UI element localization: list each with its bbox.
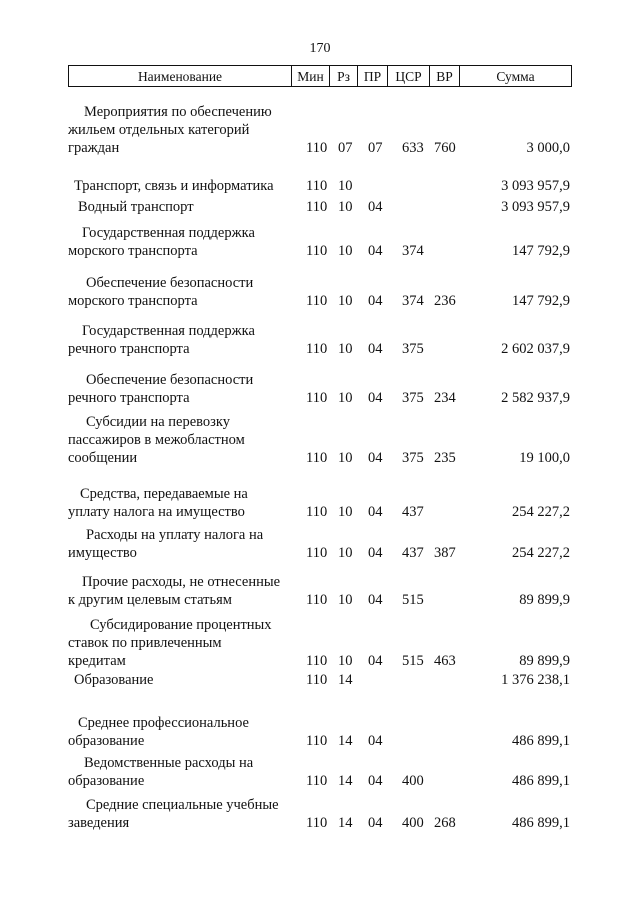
cell-csr: 375	[402, 390, 424, 406]
table-row	[0, 371, 640, 407]
row-name-line: морского транспорта	[68, 243, 198, 259]
cell-pr: 04	[368, 243, 383, 259]
cell-vr: 236	[434, 293, 456, 309]
table-row	[0, 754, 640, 790]
cell-csr: 374	[402, 243, 424, 259]
cell-rz: 14	[338, 672, 353, 688]
row-name-line: Обеспечение безопасности	[86, 372, 254, 388]
table-row	[0, 573, 640, 609]
cell-rz: 14	[338, 773, 353, 789]
row-name-line: к другим целевым статьям	[68, 592, 232, 608]
table-row	[0, 103, 640, 157]
header-name: Наименование	[137, 69, 223, 84]
cell-min: 110	[306, 140, 328, 156]
cell-pr: 04	[368, 592, 383, 608]
cell-rz: 10	[338, 178, 353, 194]
row-name-line: Образование	[74, 672, 154, 688]
cell-vr: 268	[434, 815, 456, 831]
table-row	[0, 616, 640, 670]
row-name-line: кредитам	[68, 653, 126, 669]
row-name-line: Транспорт, связь и информатика	[74, 178, 274, 194]
row-name-line: Водный транспорт	[78, 199, 194, 215]
cell-csr: 437	[402, 504, 424, 520]
row-name-line: речного транспорта	[68, 341, 190, 357]
cell-min: 110	[306, 504, 328, 520]
row-name-line: уплату налога на имущество	[68, 504, 245, 520]
row-name-line: Средние специальные учебные	[86, 797, 279, 813]
cell-rz: 10	[338, 293, 353, 309]
table-row	[0, 177, 640, 195]
cell-sum: 89 899,9	[519, 653, 570, 669]
cell-csr: 375	[402, 341, 424, 357]
row-name-line: Мероприятия по обеспечению	[84, 104, 272, 120]
row-name-line: Средства, передаваемые на	[80, 486, 248, 502]
header-csr: ЦСР	[387, 66, 429, 86]
row-name-line: образование	[68, 773, 145, 789]
cell-min: 110	[306, 815, 328, 831]
cell-sum: 486 899,1	[512, 773, 570, 789]
cell-pr: 04	[368, 815, 383, 831]
cell-rz: 14	[338, 815, 353, 831]
cell-min: 110	[306, 199, 328, 215]
cell-pr: 04	[368, 293, 383, 309]
cell-csr: 400	[402, 773, 424, 789]
cell-pr: 04	[368, 733, 383, 749]
cell-csr: 437	[402, 545, 424, 561]
cell-min: 110	[306, 592, 328, 608]
row-name-line: речного транспорта	[68, 390, 190, 406]
cell-sum: 147 792,9	[512, 243, 570, 259]
cell-min: 110	[306, 450, 328, 466]
row-name-line: жильем отдельных категорий	[68, 122, 250, 138]
cell-rz: 10	[338, 504, 353, 520]
cell-min: 110	[306, 293, 328, 309]
cell-min: 110	[306, 390, 328, 406]
table-row	[0, 413, 640, 467]
row-name-line: морского транспорта	[68, 293, 198, 309]
cell-sum: 254 227,2	[512, 545, 570, 561]
table-row	[0, 485, 640, 521]
cell-sum: 1 376 238,1	[501, 672, 570, 688]
cell-min: 110	[306, 341, 328, 357]
cell-min: 110	[306, 733, 328, 749]
header-min: Мин	[291, 66, 329, 86]
cell-sum: 486 899,1	[512, 733, 570, 749]
cell-rz: 10	[338, 199, 353, 215]
table-row	[0, 224, 640, 260]
cell-rz: 10	[338, 450, 353, 466]
cell-vr: 235	[434, 450, 456, 466]
cell-rz: 10	[338, 653, 353, 669]
table-row	[0, 198, 640, 216]
row-name-line: Государственная поддержка	[82, 225, 255, 241]
cell-csr: 375	[402, 450, 424, 466]
cell-pr: 04	[368, 199, 383, 215]
cell-sum: 3 093 957,9	[501, 178, 570, 194]
cell-pr: 04	[368, 653, 383, 669]
table-row	[0, 796, 640, 832]
cell-rz: 10	[338, 243, 353, 259]
row-name-line: граждан	[68, 140, 120, 156]
cell-sum: 2 582 937,9	[501, 390, 570, 406]
row-name-line: пассажиров в межобластном	[68, 432, 245, 448]
cell-vr: 760	[434, 140, 456, 156]
table-row	[0, 714, 640, 750]
header-rz: Рз	[329, 66, 357, 86]
cell-sum: 19 100,0	[519, 450, 570, 466]
row-name-line: Субсидии на перевозку	[86, 414, 230, 430]
cell-vr: 234	[434, 390, 456, 406]
table-header	[68, 65, 572, 87]
row-name-line: Ведомственные расходы на	[84, 755, 254, 771]
row-name-line: Обеспечение безопасности	[86, 275, 254, 291]
cell-min: 110	[306, 653, 328, 669]
cell-rz: 14	[338, 733, 353, 749]
header-pr: ПР	[357, 66, 387, 86]
row-name-line: Субсидирование процентных	[90, 617, 272, 633]
cell-rz: 10	[338, 341, 353, 357]
header-sum: Сумма	[459, 66, 571, 86]
cell-vr: 463	[434, 653, 456, 669]
cell-min: 110	[306, 545, 328, 561]
table-row	[0, 671, 640, 689]
cell-pr: 04	[368, 773, 383, 789]
row-name-line: образование	[68, 733, 145, 749]
cell-csr: 515	[402, 653, 424, 669]
cell-csr: 374	[402, 293, 424, 309]
cell-rz: 10	[338, 545, 353, 561]
cell-pr: 04	[368, 504, 383, 520]
cell-min: 110	[306, 773, 328, 789]
cell-pr: 04	[368, 390, 383, 406]
row-name-line: сообщении	[68, 450, 138, 466]
cell-sum: 3 093 957,9	[501, 199, 570, 215]
cell-sum: 89 899,9	[519, 592, 570, 608]
cell-min: 110	[306, 243, 328, 259]
row-name-line: Прочие расходы, не отнесенные	[82, 574, 281, 590]
cell-csr: 633	[402, 140, 424, 156]
row-name-line: Государственная поддержка	[82, 323, 255, 339]
row-name-line: Среднее профессиональное	[78, 715, 249, 731]
cell-pr: 04	[368, 450, 383, 466]
row-name-line: имущество	[68, 545, 137, 561]
cell-sum: 486 899,1	[512, 815, 570, 831]
header-vr: ВР	[429, 66, 459, 86]
row-name-line: ставок по привлеченным	[68, 635, 222, 651]
page-number: 170	[309, 41, 331, 56]
cell-vr: 387	[434, 545, 456, 561]
cell-csr: 400	[402, 815, 424, 831]
cell-pr: 04	[368, 545, 383, 561]
cell-min: 110	[306, 672, 328, 688]
cell-csr: 515	[402, 592, 424, 608]
row-name-line: заведения	[68, 815, 130, 831]
cell-pr: 07	[368, 140, 383, 156]
table-row	[0, 526, 640, 562]
cell-sum: 3 000,0	[526, 140, 570, 156]
cell-sum: 147 792,9	[512, 293, 570, 309]
table-row	[0, 322, 640, 358]
cell-rz: 07	[338, 140, 353, 156]
cell-sum: 2 602 037,9	[501, 341, 570, 357]
cell-sum: 254 227,2	[512, 504, 570, 520]
table-row	[0, 274, 640, 310]
cell-pr: 04	[368, 341, 383, 357]
cell-min: 110	[306, 178, 328, 194]
row-name-line: Расходы на уплату налога на	[86, 527, 264, 543]
cell-rz: 10	[338, 390, 353, 406]
cell-rz: 10	[338, 592, 353, 608]
